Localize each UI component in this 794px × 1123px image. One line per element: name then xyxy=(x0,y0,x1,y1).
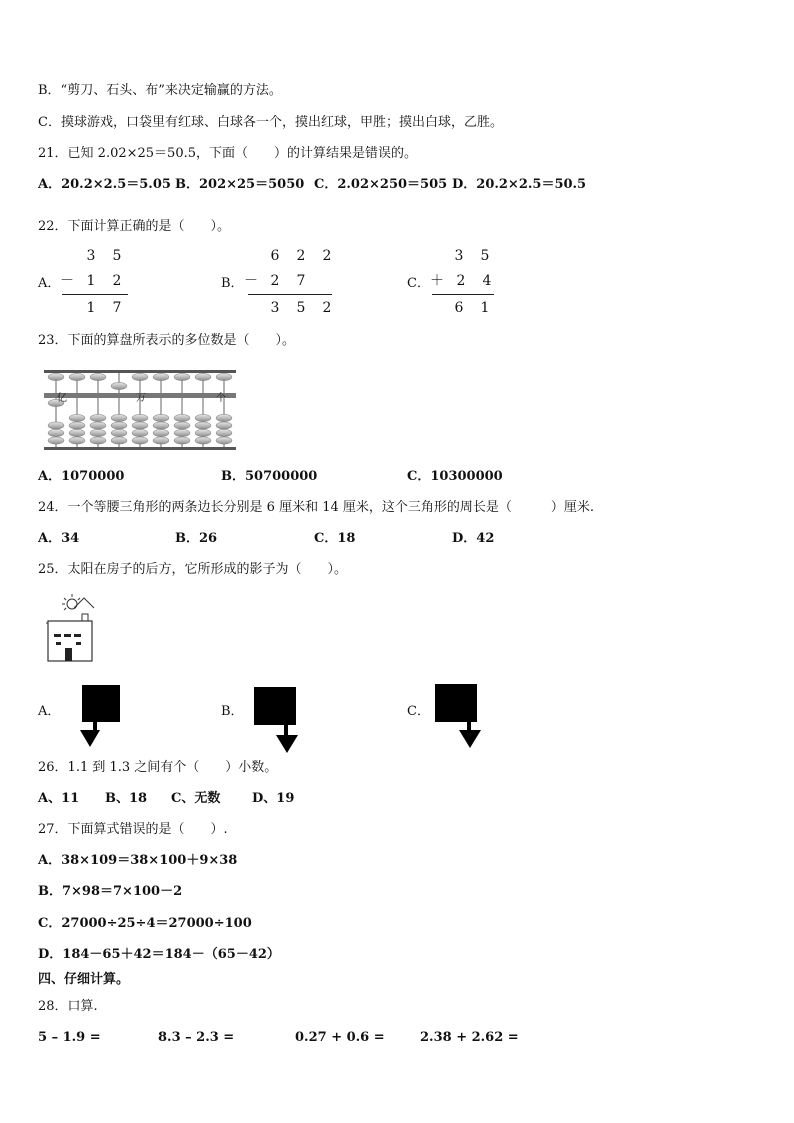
digit: 4 xyxy=(482,273,492,289)
abacus-lower-bead xyxy=(132,437,148,444)
q25-label-b: B． xyxy=(221,704,244,719)
digit: 2 xyxy=(296,248,306,264)
plus-sign: ＋ xyxy=(430,273,444,289)
digit: 1 xyxy=(480,300,490,316)
abacus-lower-bead xyxy=(195,414,211,421)
digit: 1 xyxy=(86,273,96,289)
abacus-lower-bead xyxy=(48,422,64,429)
digit: 2 xyxy=(322,248,332,264)
abacus-lower-bead xyxy=(153,422,169,429)
abacus-lower-bead xyxy=(174,429,190,436)
abacus-lower-bead xyxy=(90,429,106,436)
q21-option-c: C．2.02×250＝505 xyxy=(314,177,448,192)
abacus-label-yi: 亿 xyxy=(57,393,67,404)
abacus-rods xyxy=(48,373,232,447)
q27-option-d: D．184－65＋42＝184－（65－42） xyxy=(38,947,280,962)
digit: 2 xyxy=(322,300,332,316)
abacus-lower-bead xyxy=(132,414,148,421)
digit: 5 xyxy=(112,248,122,264)
digit: 3 xyxy=(454,248,464,264)
q28-item-2: 8.3 – 2.3 = xyxy=(158,1030,235,1045)
q23-option-b: B．50700000 xyxy=(221,469,318,484)
q22-label-c: C． xyxy=(407,276,430,291)
abacus-label-ge: 个 xyxy=(216,393,226,404)
q28-item-3: 0.27 + 0.6 = xyxy=(295,1030,385,1045)
q27-option-b: B．7×98＝7×100－2 xyxy=(38,884,183,899)
abacus-lower-bead xyxy=(48,437,64,444)
abacus-lower-bead xyxy=(216,422,232,429)
abacus-upper-bead xyxy=(90,373,106,380)
window xyxy=(54,634,61,637)
q27-option-a: A．38×109＝38×100＋9×38 xyxy=(38,853,238,868)
abacus-lower-bead xyxy=(216,437,232,444)
digit: 5 xyxy=(480,248,490,264)
abacus-upper-bead xyxy=(216,373,232,380)
house-sun-figure xyxy=(44,592,96,664)
q22-a-mid xyxy=(60,273,130,289)
house-door xyxy=(65,648,72,661)
abacus-lower-bead xyxy=(195,422,211,429)
abacus-lower-bead xyxy=(69,437,85,444)
digit: 1 xyxy=(86,300,96,316)
abacus-lower-bead xyxy=(90,414,106,421)
q22-b-result xyxy=(262,300,340,316)
abacus-lower-bead xyxy=(174,414,190,421)
abacus-lower-bead xyxy=(174,422,190,429)
shadow-option-b-icon xyxy=(252,687,302,753)
abacus-lower-bead xyxy=(69,429,85,436)
q22-b-top xyxy=(262,248,340,264)
q26-option-b: B、18 xyxy=(105,791,148,806)
minus-sign: － xyxy=(60,273,74,289)
q28-item-1: 5 – 1.9 = xyxy=(38,1030,101,1045)
minus-sign: － xyxy=(244,273,258,289)
abacus-upper-bead xyxy=(132,373,148,380)
abacus-lower-bead xyxy=(132,429,148,436)
q22-c-result xyxy=(446,300,498,316)
digit: 6 xyxy=(454,300,464,316)
abacus-frame-top xyxy=(44,370,236,373)
q26-stem: 26．1.1 到 1.3 之间有个（ ）小数。 xyxy=(38,760,278,775)
abacus-lower-bead xyxy=(111,429,127,436)
q24-stem: 24．一个等腰三角形的两条边长分别是 6 厘米和 14 厘米，这个三角形的周长是（ ）厘米. xyxy=(38,500,595,515)
digit: 5 xyxy=(296,300,306,316)
q21-option-a: A．20.2×2.5＝5.05 xyxy=(38,177,171,192)
q25-label-a: A． xyxy=(38,704,61,719)
abacus-upper-bead xyxy=(174,373,190,380)
q25-label-c: C． xyxy=(407,704,430,719)
q22-label-a: A． xyxy=(38,276,61,291)
abacus-lower-bead xyxy=(153,414,169,421)
digit: 3 xyxy=(270,300,280,316)
abacus-lower-bead xyxy=(69,414,85,421)
q22-b-mid xyxy=(244,273,314,289)
digit: 6 xyxy=(270,248,280,264)
q22-label-b: B． xyxy=(221,276,244,291)
abacus-lower-bead xyxy=(111,437,127,444)
shadow-option-a-icon xyxy=(78,685,122,747)
abacus-lower-bead xyxy=(195,429,211,436)
digit: 3 xyxy=(86,248,96,264)
q21-option-b: B．202×25＝5050 xyxy=(175,177,305,192)
q22-c-mid xyxy=(430,273,500,289)
q23-option-c: C．10300000 xyxy=(407,469,503,484)
abacus-lower-bead xyxy=(174,437,190,444)
q28-stem: 28．口算. xyxy=(38,999,98,1014)
q24-option-d: D．42 xyxy=(452,531,495,546)
abacus-lower-bead xyxy=(216,414,232,421)
abacus-label-wan: 万 xyxy=(136,393,146,404)
section-heading: 四、仔细计算。 xyxy=(38,972,130,987)
q20-option-b: B．“剪刀、石头、布”来决定输赢的方法。 xyxy=(38,83,282,98)
digit: 2 xyxy=(270,273,280,289)
abacus-frame-bottom xyxy=(44,447,236,450)
abacus-upper-bead xyxy=(111,382,127,389)
q24-option-a: A．34 xyxy=(38,531,80,546)
q25-stem: 25．太阳在房子的后方，它所形成的影子为（ ）。 xyxy=(38,562,348,577)
q23-option-a: A．1070000 xyxy=(38,469,125,484)
abacus-lower-bead xyxy=(216,429,232,436)
abacus-upper-bead xyxy=(195,373,211,380)
abacus-figure xyxy=(44,370,236,450)
q27-option-c: C．27000÷25÷4＝27000÷100 xyxy=(38,916,252,931)
abacus-upper-bead xyxy=(153,373,169,380)
digit: 2 xyxy=(456,273,466,289)
sun-icon xyxy=(62,594,80,610)
abacus-upper-bead xyxy=(48,373,64,380)
shadow-option-c-icon xyxy=(433,684,483,750)
q20-option-c: C．摸球游戏，口袋里有红球、白球各一个，摸出红球，甲胜；摸出白球，乙胜。 xyxy=(38,115,503,130)
window xyxy=(56,642,61,645)
q22-c-top xyxy=(446,248,498,264)
digit: 7 xyxy=(296,273,306,289)
q23-stem: 23．下面的算盘所表示的多位数是（ ）。 xyxy=(38,333,296,348)
abacus-lower-bead xyxy=(48,429,64,436)
q22-b-rule xyxy=(248,294,332,295)
abacus-lower-bead xyxy=(90,437,106,444)
q22-c-rule xyxy=(432,294,494,295)
chimney xyxy=(82,614,88,621)
abacus-lower-bead xyxy=(90,422,106,429)
abacus-lower-bead xyxy=(153,437,169,444)
abacus-lower-bead xyxy=(111,414,127,421)
q26-option-c: C、无数 xyxy=(171,791,221,806)
q27-stem: 27．下面算式错误的是（ ）. xyxy=(38,822,228,837)
digit: 7 xyxy=(112,300,122,316)
q28-item-4: 2.38 + 2.62 = xyxy=(420,1030,519,1045)
q22-stem: 22．下面计算正确的是（ ）。 xyxy=(38,219,231,234)
q21-option-d: D．20.2×2.5＝50.5 xyxy=(452,177,587,192)
abacus-lower-bead xyxy=(132,422,148,429)
window xyxy=(74,634,81,637)
abacus-lower-bead xyxy=(195,437,211,444)
q22-a-result xyxy=(78,300,130,316)
abacus-upper-bead xyxy=(69,373,85,380)
q21-stem: 21．已知 2.02×25＝50.5，下面（ ）的计算结果是错误的。 xyxy=(38,146,417,161)
abacus-lower-bead xyxy=(111,422,127,429)
abacus-lower-bead xyxy=(69,422,85,429)
digit: 2 xyxy=(112,273,122,289)
q22-a-rule xyxy=(62,294,128,295)
window xyxy=(64,634,71,637)
q24-option-b: B．26 xyxy=(175,531,218,546)
q26-option-d: D、19 xyxy=(252,791,295,806)
q22-a-top xyxy=(78,248,130,264)
window xyxy=(76,642,81,645)
q26-option-a: A、11 xyxy=(38,791,80,806)
q24-option-c: C．18 xyxy=(314,531,356,546)
abacus-lower-bead xyxy=(153,429,169,436)
